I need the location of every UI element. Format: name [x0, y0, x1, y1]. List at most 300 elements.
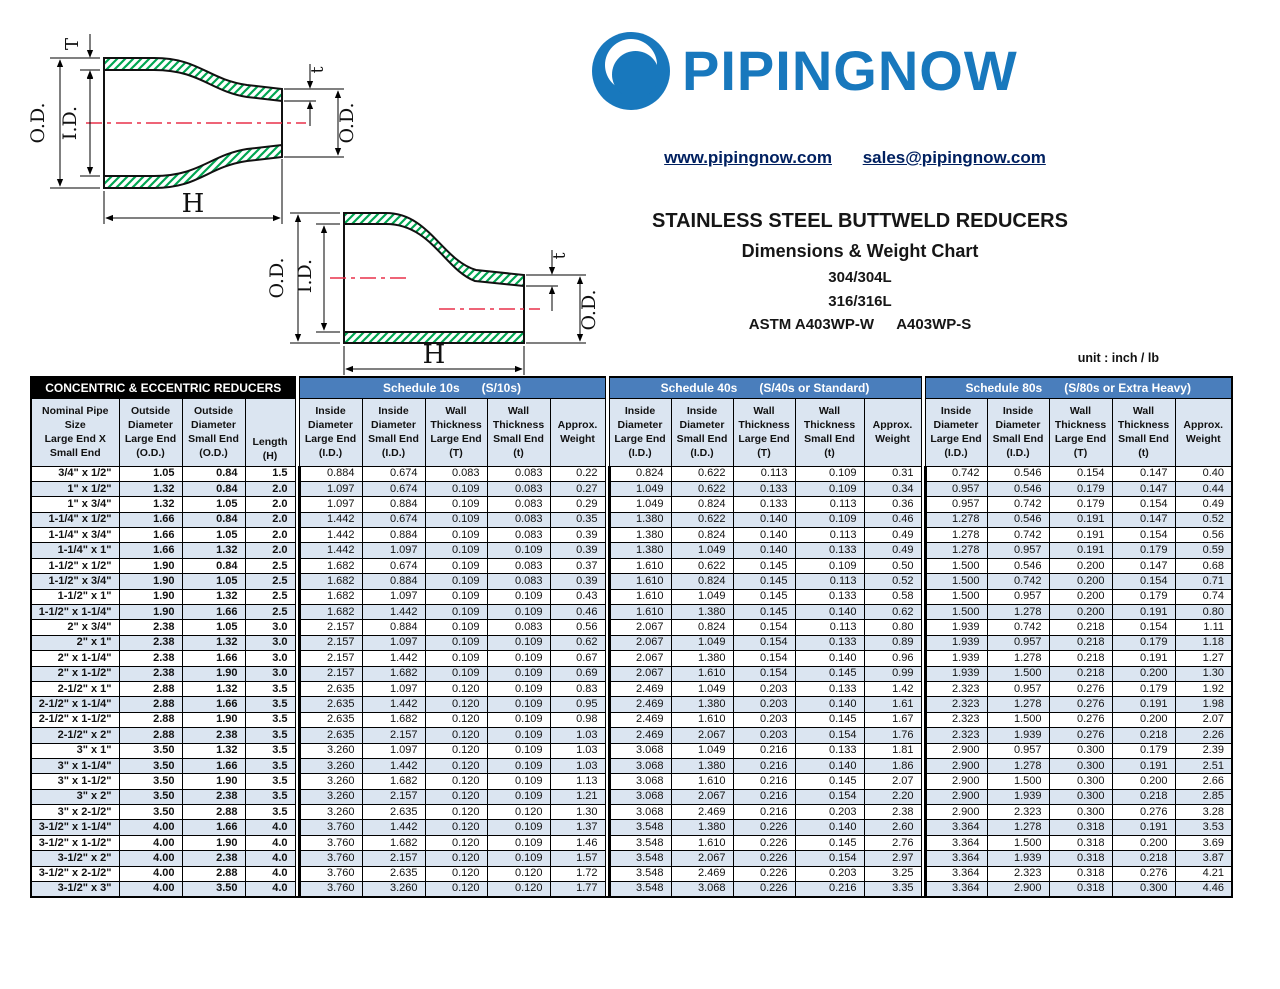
table-cell: 1.46 — [550, 835, 605, 850]
table-cell: 4.46 — [1175, 882, 1232, 897]
table-cell: 1.380 — [609, 512, 671, 527]
table-cell: 0.36 — [864, 497, 921, 512]
astm-spec-w: ASTM A403WP-W — [748, 316, 875, 333]
length-H-label: H — [422, 340, 446, 370]
table-cell: 0.179 — [1049, 481, 1112, 496]
table-cell: 3.260 — [299, 805, 362, 820]
table-cell: 0.109 — [487, 758, 550, 773]
table-cell: 1.278 — [987, 820, 1049, 835]
table-cell: 0.109 — [487, 697, 550, 712]
pipingnow-logo-icon — [592, 32, 670, 110]
table-cell: 0.109 — [425, 528, 487, 543]
table-cell: 2.067 — [671, 789, 733, 804]
table-cell: 1.66 — [182, 820, 245, 835]
table-cell: 0.622 — [671, 466, 733, 481]
table-cell: 0.622 — [671, 481, 733, 496]
table-cell: 0.216 — [733, 774, 795, 789]
table-cell: 0.113 — [795, 574, 864, 589]
table-cell: 1.442 — [362, 697, 425, 712]
table-cell: 0.203 — [795, 805, 864, 820]
table-cell: 2.469 — [609, 697, 671, 712]
table-cell: 2.0 — [245, 481, 295, 496]
table-row — [31, 681, 1232, 696]
table-cell: 0.113 — [795, 528, 864, 543]
table-cell: 1.610 — [671, 835, 733, 850]
table-cell: 0.179 — [1112, 681, 1175, 696]
table-row — [31, 835, 1232, 850]
table-cell: 0.109 — [487, 851, 550, 866]
table-cell: 0.147 — [1112, 466, 1175, 481]
table-cell: 3" x 2-1/2" — [31, 805, 119, 820]
column-header: Inside Diameter Small End (I.D.) — [671, 398, 733, 466]
table-cell: 1-1/4" x 1/2" — [31, 512, 119, 527]
table-cell: 0.145 — [733, 574, 795, 589]
table-cell: 3.068 — [609, 758, 671, 773]
table-cell: 4.0 — [245, 866, 295, 881]
table-cell: 2.97 — [864, 851, 921, 866]
table-cell: 0.109 — [425, 605, 487, 620]
table-cell: 1.682 — [299, 589, 362, 604]
table-cell: 1.500 — [925, 558, 987, 573]
table-cell: 1.278 — [925, 528, 987, 543]
table-cell: 2.469 — [609, 728, 671, 743]
table-cell: 0.216 — [733, 743, 795, 758]
table-cell: 1.278 — [987, 651, 1049, 666]
table-cell: 0.109 — [487, 712, 550, 727]
table-cell: 1.66 — [119, 543, 182, 558]
column-header: Wall Thickness Large End (T) — [425, 398, 487, 466]
table-cell: 0.98 — [550, 712, 605, 727]
table-cell: 1.682 — [299, 605, 362, 620]
reducer-drawings — [14, 18, 614, 380]
table-cell: 0.59 — [1175, 543, 1232, 558]
table-cell: 3.548 — [609, 835, 671, 850]
column-header: Inside Diameter Large End (I.D.) — [925, 398, 987, 466]
table-cell: 0.824 — [671, 620, 733, 635]
table-cell: 2.067 — [609, 651, 671, 666]
table-cell: 0.957 — [987, 543, 1049, 558]
table-cell: 2.067 — [671, 851, 733, 866]
table-cell: 3.5 — [245, 712, 295, 727]
table-cell: 0.276 — [1112, 866, 1175, 881]
table-cell: 1.90 — [182, 666, 245, 681]
table-cell: 3.5 — [245, 697, 295, 712]
table-cell: 1.86 — [864, 758, 921, 773]
table-cell: 0.154 — [1112, 574, 1175, 589]
table-row — [31, 620, 1232, 635]
table-cell: 2.38 — [182, 851, 245, 866]
table-cell: 3.5 — [245, 681, 295, 696]
table-cell: 1-1/2" x 1/2" — [31, 558, 119, 573]
page-subtitle: Dimensions & Weight Chart — [741, 241, 979, 261]
table-cell: 1.57 — [550, 851, 605, 866]
table-cell: 0.203 — [733, 697, 795, 712]
table-cell: 4.00 — [119, 866, 182, 881]
wall-t-label: t — [308, 66, 328, 74]
table-cell: 0.145 — [795, 712, 864, 727]
table-cell: 3.260 — [299, 774, 362, 789]
table-cell: 0.50 — [864, 558, 921, 573]
table-cell: 2.60 — [864, 820, 921, 835]
table-cell: 0.083 — [487, 528, 550, 543]
table-cell: 0.133 — [795, 589, 864, 604]
table-cell: 1.442 — [362, 605, 425, 620]
table-cell: 3.50 — [119, 805, 182, 820]
table-row — [31, 528, 1232, 543]
table-cell: 0.120 — [425, 774, 487, 789]
table-cell: 0.226 — [733, 820, 795, 835]
table-cell: 3.548 — [609, 851, 671, 866]
table-cell: 0.300 — [1049, 805, 1112, 820]
table-cell: 0.62 — [864, 605, 921, 620]
table-cell: 1.05 — [182, 528, 245, 543]
table-cell: 1.30 — [550, 805, 605, 820]
column-header: Outside Diameter Small End (O.D.) — [182, 398, 245, 466]
od-small-label: O.D. — [336, 102, 358, 144]
table-cell: 2.157 — [362, 851, 425, 866]
column-header: Length (H) — [245, 398, 295, 466]
table-cell: 0.742 — [987, 574, 1049, 589]
table-cell: 1.278 — [987, 758, 1049, 773]
table-cell: 0.39 — [550, 528, 605, 543]
table-cell: 1.939 — [925, 635, 987, 650]
table-cell: 1.097 — [299, 497, 362, 512]
table-cell: 0.109 — [487, 835, 550, 850]
table-cell: 0.39 — [550, 574, 605, 589]
table-cell: 0.179 — [1112, 543, 1175, 558]
table-cell: 0.140 — [795, 758, 864, 773]
table-cell: 0.133 — [733, 481, 795, 496]
column-header: Approx. Weight — [550, 398, 605, 466]
table-cell: 0.89 — [864, 635, 921, 650]
table-cell: 0.120 — [487, 882, 550, 897]
table-cell: 0.957 — [925, 497, 987, 512]
table-row — [31, 558, 1232, 573]
table-cell: 1.442 — [362, 651, 425, 666]
table-cell: 3.364 — [925, 835, 987, 850]
table-cell: 0.300 — [1049, 789, 1112, 804]
table-cell: 2.38 — [182, 728, 245, 743]
table-cell: 0.109 — [425, 543, 487, 558]
table-cell: 1.500 — [987, 835, 1049, 850]
table-row — [31, 820, 1232, 835]
table-cell: 2.38 — [119, 635, 182, 650]
table-cell: 1.610 — [609, 558, 671, 573]
column-header: Wall Thickness Large End (T) — [733, 398, 795, 466]
table-cell: 3.760 — [299, 882, 362, 897]
table-cell: 2.5 — [245, 605, 295, 620]
table-cell: 0.200 — [1112, 712, 1175, 727]
table-cell: 0.109 — [487, 589, 550, 604]
table-row — [31, 712, 1232, 727]
table-cell: 0.546 — [987, 466, 1049, 481]
table-cell: 0.083 — [487, 497, 550, 512]
table-cell: 0.200 — [1049, 589, 1112, 604]
table-cell: 2-1/2" x 2" — [31, 728, 119, 743]
table-cell: 1.66 — [182, 605, 245, 620]
table-cell: 2.51 — [1175, 758, 1232, 773]
column-header: Outside Diameter Large End (O.D.) — [119, 398, 182, 466]
table-cell: 0.140 — [795, 697, 864, 712]
table-cell: 2.469 — [671, 805, 733, 820]
table-cell: 1.500 — [987, 666, 1049, 681]
table-cell: 2" x 1" — [31, 635, 119, 650]
table-cell: 0.957 — [987, 589, 1049, 604]
table-cell: 0.46 — [550, 605, 605, 620]
table-cell: 1.049 — [671, 681, 733, 696]
table-cell: 0.120 — [425, 805, 487, 820]
column-header: Nominal Pipe Size Large End X Small End — [31, 398, 119, 466]
table-cell: 0.120 — [425, 866, 487, 881]
table-cell: 0.145 — [733, 589, 795, 604]
table-cell: 0.226 — [733, 866, 795, 881]
table-cell: 0.29 — [550, 497, 605, 512]
column-header: Wall Thickness Small End (t) — [1112, 398, 1175, 466]
table-cell: 0.120 — [425, 728, 487, 743]
table-cell: 1.939 — [925, 651, 987, 666]
table-cell: 1.90 — [182, 774, 245, 789]
table-cell: 0.109 — [487, 774, 550, 789]
table-cell: 2.323 — [925, 712, 987, 727]
table-cell: 1.610 — [609, 589, 671, 604]
table-cell: 2.38 — [864, 805, 921, 820]
table-cell: 1.682 — [362, 712, 425, 727]
table-cell: 4.0 — [245, 835, 295, 850]
table-cell: 1" x 3/4" — [31, 497, 119, 512]
table-cell: 0.140 — [733, 528, 795, 543]
table-cell: 0.113 — [795, 620, 864, 635]
table-cell: 1.442 — [299, 512, 362, 527]
od-small-label: O.D. — [578, 289, 600, 331]
table-cell: 0.109 — [425, 635, 487, 650]
table-cell: 2.5 — [245, 558, 295, 573]
table-cell: 0.203 — [733, 681, 795, 696]
table-cell: 0.276 — [1112, 805, 1175, 820]
table-cell: 0.140 — [733, 543, 795, 558]
table-cell: 0.191 — [1112, 758, 1175, 773]
table-cell: 3/4" x 1/2" — [31, 466, 119, 481]
table-cell: 0.120 — [487, 805, 550, 820]
table-cell: 4.00 — [119, 835, 182, 850]
table-cell: 0.318 — [1049, 882, 1112, 897]
table-cell: 1.049 — [609, 497, 671, 512]
table-cell: 3.068 — [609, 789, 671, 804]
table-cell: 1.5 — [245, 466, 295, 481]
table-cell: 0.154 — [795, 851, 864, 866]
email-link[interactable]: sales@pipingnow.com — [862, 148, 1046, 167]
table-cell: 0.742 — [925, 466, 987, 481]
table-cell: 0.147 — [1112, 512, 1175, 527]
od-large-label: O.D. — [266, 257, 288, 299]
table-cell: 2.38 — [182, 789, 245, 804]
heading-block — [620, 210, 1100, 333]
table-cell: 2.067 — [609, 666, 671, 681]
table-cell: 2.323 — [925, 681, 987, 696]
table-cell: 0.67 — [550, 651, 605, 666]
table-cell: 2.38 — [119, 651, 182, 666]
table-row — [31, 589, 1232, 604]
table-cell: 2.0 — [245, 543, 295, 558]
table-cell: 0.49 — [864, 543, 921, 558]
table-cell: 0.109 — [425, 481, 487, 496]
table-cell: 0.52 — [864, 574, 921, 589]
table-cell: 0.109 — [487, 635, 550, 650]
table-cell: 1.682 — [362, 835, 425, 850]
table-cell: 1.05 — [119, 466, 182, 481]
table-cell: 3.760 — [299, 835, 362, 850]
website-link[interactable]: www.pipingnow.com — [664, 148, 832, 167]
table-cell: 2.323 — [925, 697, 987, 712]
table-cell: 2.635 — [299, 712, 362, 727]
table-row — [31, 758, 1232, 773]
table-cell: 0.742 — [987, 620, 1049, 635]
table-cell: 3.364 — [925, 851, 987, 866]
table-cell: 0.203 — [733, 712, 795, 727]
table-cell: 0.84 — [182, 558, 245, 573]
table-row — [31, 497, 1232, 512]
table-row — [31, 774, 1232, 789]
table-cell: 1.90 — [182, 835, 245, 850]
table-cell: 3.50 — [119, 743, 182, 758]
table-cell: 1.380 — [609, 528, 671, 543]
table-cell: 0.276 — [1049, 728, 1112, 743]
table-cell: 0.133 — [795, 743, 864, 758]
table-cell: 2.157 — [362, 789, 425, 804]
table-cell: 0.154 — [795, 789, 864, 804]
table-cell: 0.95 — [550, 697, 605, 712]
table-cell: 3.5 — [245, 805, 295, 820]
table-row — [31, 666, 1232, 681]
table-cell: 0.109 — [425, 589, 487, 604]
table-cell: 0.957 — [925, 481, 987, 496]
table-cell: 1.049 — [671, 635, 733, 650]
table-cell: 1.049 — [671, 589, 733, 604]
table-cell: 2.323 — [987, 805, 1049, 820]
table-cell: 0.884 — [362, 497, 425, 512]
table-cell: 1.81 — [864, 743, 921, 758]
table-cell: 0.62 — [550, 635, 605, 650]
table-cell: 0.216 — [733, 758, 795, 773]
table-cell: 2.067 — [609, 635, 671, 650]
table-cell: 2" x 3/4" — [31, 620, 119, 635]
table-cell: 1.66 — [182, 651, 245, 666]
table-cell: 1.939 — [987, 789, 1049, 804]
table-cell: 1.380 — [671, 605, 733, 620]
table-cell: 1.66 — [119, 528, 182, 543]
table-cell: 0.191 — [1112, 605, 1175, 620]
table-cell: 2.0 — [245, 497, 295, 512]
table-cell: 1-1/2" x 1-1/4" — [31, 605, 119, 620]
table-cell: 0.216 — [733, 789, 795, 804]
table-cell: 0.226 — [733, 835, 795, 850]
table-cell: 2.66 — [1175, 774, 1232, 789]
table-cell: 0.109 — [487, 743, 550, 758]
table-cell: 0.109 — [487, 651, 550, 666]
table-cell: 2.635 — [299, 681, 362, 696]
table-row — [31, 574, 1232, 589]
table-row — [31, 882, 1232, 897]
table-cell: 1.92 — [1175, 681, 1232, 696]
table-cell: 4.21 — [1175, 866, 1232, 881]
table-cell: 1.90 — [119, 605, 182, 620]
table-cell: 1.21 — [550, 789, 605, 804]
table-cell: 0.300 — [1049, 774, 1112, 789]
table-cell: 1.682 — [362, 774, 425, 789]
table-cell: 1.097 — [362, 743, 425, 758]
table-cell: 0.083 — [487, 512, 550, 527]
table-cell: 0.884 — [299, 466, 362, 481]
table-cell: 1.610 — [671, 666, 733, 681]
table-cell: 0.74 — [1175, 589, 1232, 604]
table-cell: 1.097 — [362, 635, 425, 650]
table-row — [31, 866, 1232, 881]
table-cell: 1.939 — [925, 620, 987, 635]
table-cell: 1.90 — [119, 589, 182, 604]
table-cell: 0.179 — [1049, 497, 1112, 512]
table-cell: 2.88 — [182, 805, 245, 820]
column-header: Wall Thickness Small End (t) — [487, 398, 550, 466]
table-cell: 2.07 — [864, 774, 921, 789]
table-cell: 0.120 — [425, 697, 487, 712]
material-grade-304: 304/304L — [828, 269, 892, 286]
column-header: Inside Diameter Small End (I.D.) — [987, 398, 1049, 466]
table-cell: 0.226 — [733, 882, 795, 897]
table-cell: 1.610 — [671, 712, 733, 727]
table-cell: 3.364 — [925, 882, 987, 897]
table-cell: 1.11 — [1175, 620, 1232, 635]
table-cell: 0.276 — [1049, 697, 1112, 712]
table-cell: 1.682 — [362, 666, 425, 681]
table-cell: 2" x 1-1/4" — [31, 651, 119, 666]
table-cell: 1.66 — [182, 758, 245, 773]
table-cell: 1.32 — [182, 743, 245, 758]
table-cell: 0.318 — [1049, 835, 1112, 850]
table-cell: 0.120 — [425, 789, 487, 804]
table-cell: 0.140 — [795, 820, 864, 835]
table-cell: 0.46 — [864, 512, 921, 527]
table-cell: 1.939 — [987, 851, 1049, 866]
table-cell: 0.113 — [795, 497, 864, 512]
table-cell: 3-1/2" x 1-1/4" — [31, 820, 119, 835]
group-header-schedule: Schedule 10s (S/10s) — [299, 377, 605, 398]
table-cell: 1.90 — [119, 558, 182, 573]
table-cell: 3.068 — [609, 743, 671, 758]
table-cell: 0.109 — [425, 558, 487, 573]
table-cell: 2.469 — [671, 866, 733, 881]
table-cell: 0.546 — [987, 512, 1049, 527]
table-cell: 1.442 — [299, 528, 362, 543]
table-cell: 1.500 — [925, 605, 987, 620]
table-cell: 1.18 — [1175, 635, 1232, 650]
column-header: Approx. Weight — [864, 398, 921, 466]
table-cell: 1.610 — [671, 774, 733, 789]
table-cell: 0.120 — [425, 743, 487, 758]
table-cell: 1.27 — [1175, 651, 1232, 666]
table-cell: 1.32 — [182, 543, 245, 558]
table-cell: 2.5 — [245, 574, 295, 589]
table-cell: 2.900 — [925, 758, 987, 773]
table-cell: 1.03 — [550, 728, 605, 743]
table-cell: 0.179 — [1112, 743, 1175, 758]
table-cell: 0.96 — [864, 651, 921, 666]
table-cell: 1.682 — [299, 574, 362, 589]
table-cell: 3-1/2" x 2" — [31, 851, 119, 866]
table-cell: 3.69 — [1175, 835, 1232, 850]
table-row — [31, 851, 1232, 866]
table-cell: 0.824 — [609, 466, 671, 481]
table-cell: 0.145 — [733, 558, 795, 573]
table-cell: 1.049 — [609, 481, 671, 496]
